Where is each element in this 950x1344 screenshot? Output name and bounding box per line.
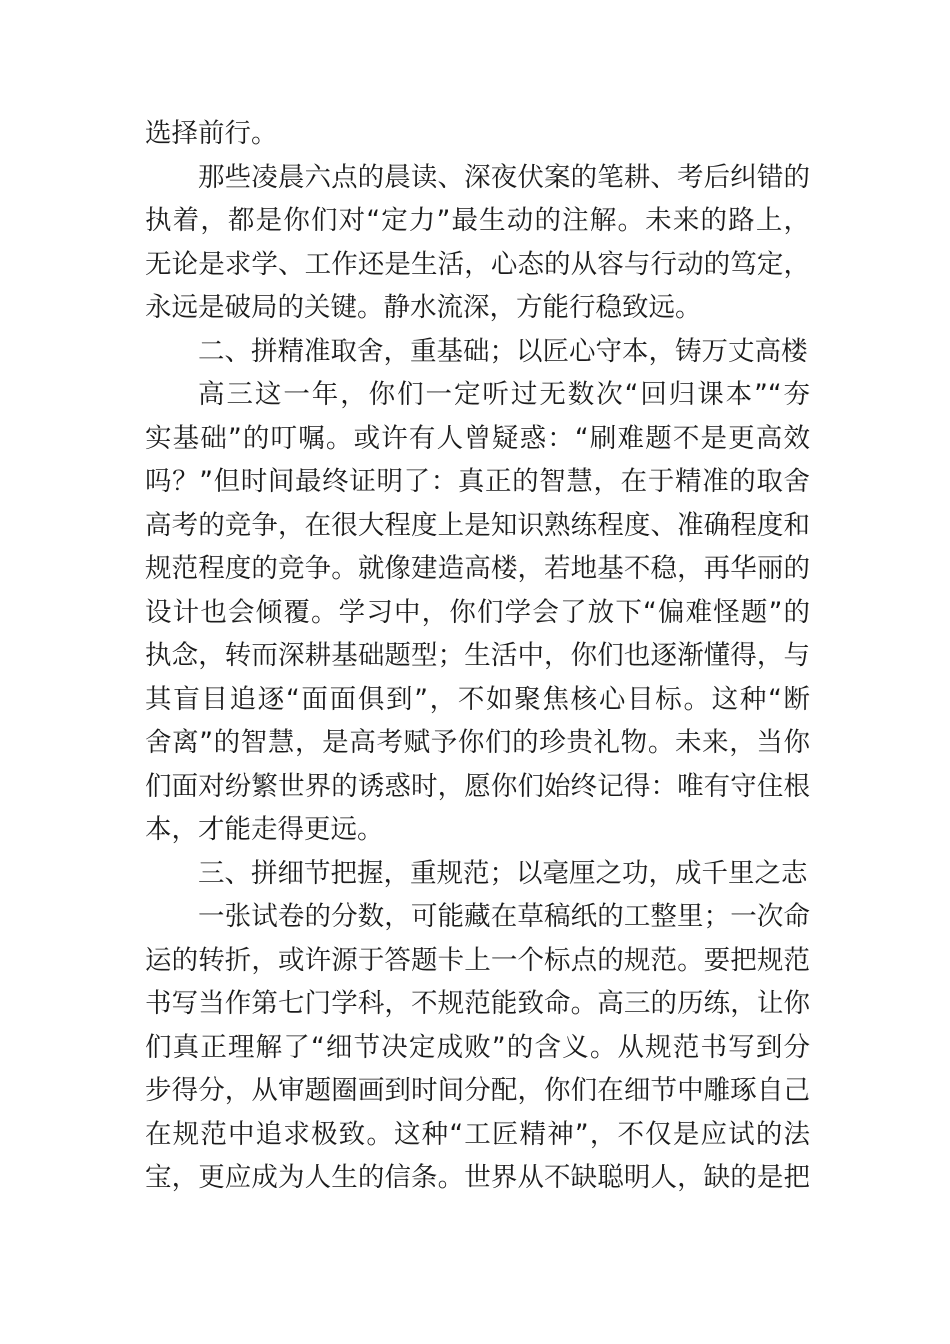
text-line: 设计也会倾覆。学习中，你们学会了放下“偏难怪题”的 [145,596,810,628]
text-line: 高考的竞争，在很大程度上是知识熟练程度、准确程度和 [145,509,810,541]
text-line: 步得分，从审题圈画到时间分配，你们在细节中雕琢自己 [145,1075,810,1106]
text-line: 本，才能走得更远。 [145,814,384,845]
text-line: 无论是求学、工作还是生活，心态的从容与行动的笃定， [145,248,810,280]
text-line: 那些凌晨六点的晨读、深夜伏案的笔耕、考后纠错的 [198,161,810,193]
text-line: 在规范中追求极致。这种“工匠精神”，不仅是应试的法 [145,1118,810,1150]
section-heading: 二、拼精准取舍，重基础；以匠心守本，铸万丈高楼 [198,335,808,367]
text-line: 舍离”的智慧，是高考赋予你们的珍贵礼物。未来，当你 [145,727,810,758]
text-line: 执着，都是你们对“定力”最生动的注解。未来的路上， [145,205,810,236]
text-line: 书写当作第七门学科，不规范能致命。高三的历练，让你 [145,988,810,1019]
text-line: 永远是破局的关键。静水流深，方能行稳致远。 [145,292,702,323]
text-line: 们面对纷繁世界的诱惑时，愿你们始终记得：唯有守住根 [145,770,810,802]
text-line: 们真正理解了“细节决定成败”的含义。从规范书写到分 [145,1031,810,1063]
text-line: 执念，转而深耕基础题型；生活中，你们也逐渐懂得，与 [145,640,810,671]
text-line: 宝，更应成为人生的信条。世界从不缺聪明人，缺的是把 [145,1162,810,1193]
text-block [145,112,810,1200]
section-heading: 三、拼细节把握，重规范；以毫厘之功，成千里之志 [198,857,808,889]
text-line: 其盲目追逐“面面俱到”，不如聚焦核心目标。这种“断 [145,683,810,715]
text-line: 运的转折，或许源于答题卡上一个标点的规范。要把规范 [145,944,810,976]
text-line: 实基础”的叮嘱。或许有人曾疑惑：“刷难题不是更高效 [145,422,810,454]
text-line: 一张试卷的分数，可能藏在草稿纸的工整里；一次命 [198,901,810,932]
text-line: 高三这一年，你们一定听过无数次“回归课本”“夯 [198,379,810,410]
text-line: 选择前行。 [145,118,278,149]
text-line: 规范程度的竞争。就像建造高楼，若地基不稳，再华丽的 [145,553,810,584]
text-line: 吗？”但时间最终证明了：真正的智慧，在于精准的取舍 [145,466,810,497]
